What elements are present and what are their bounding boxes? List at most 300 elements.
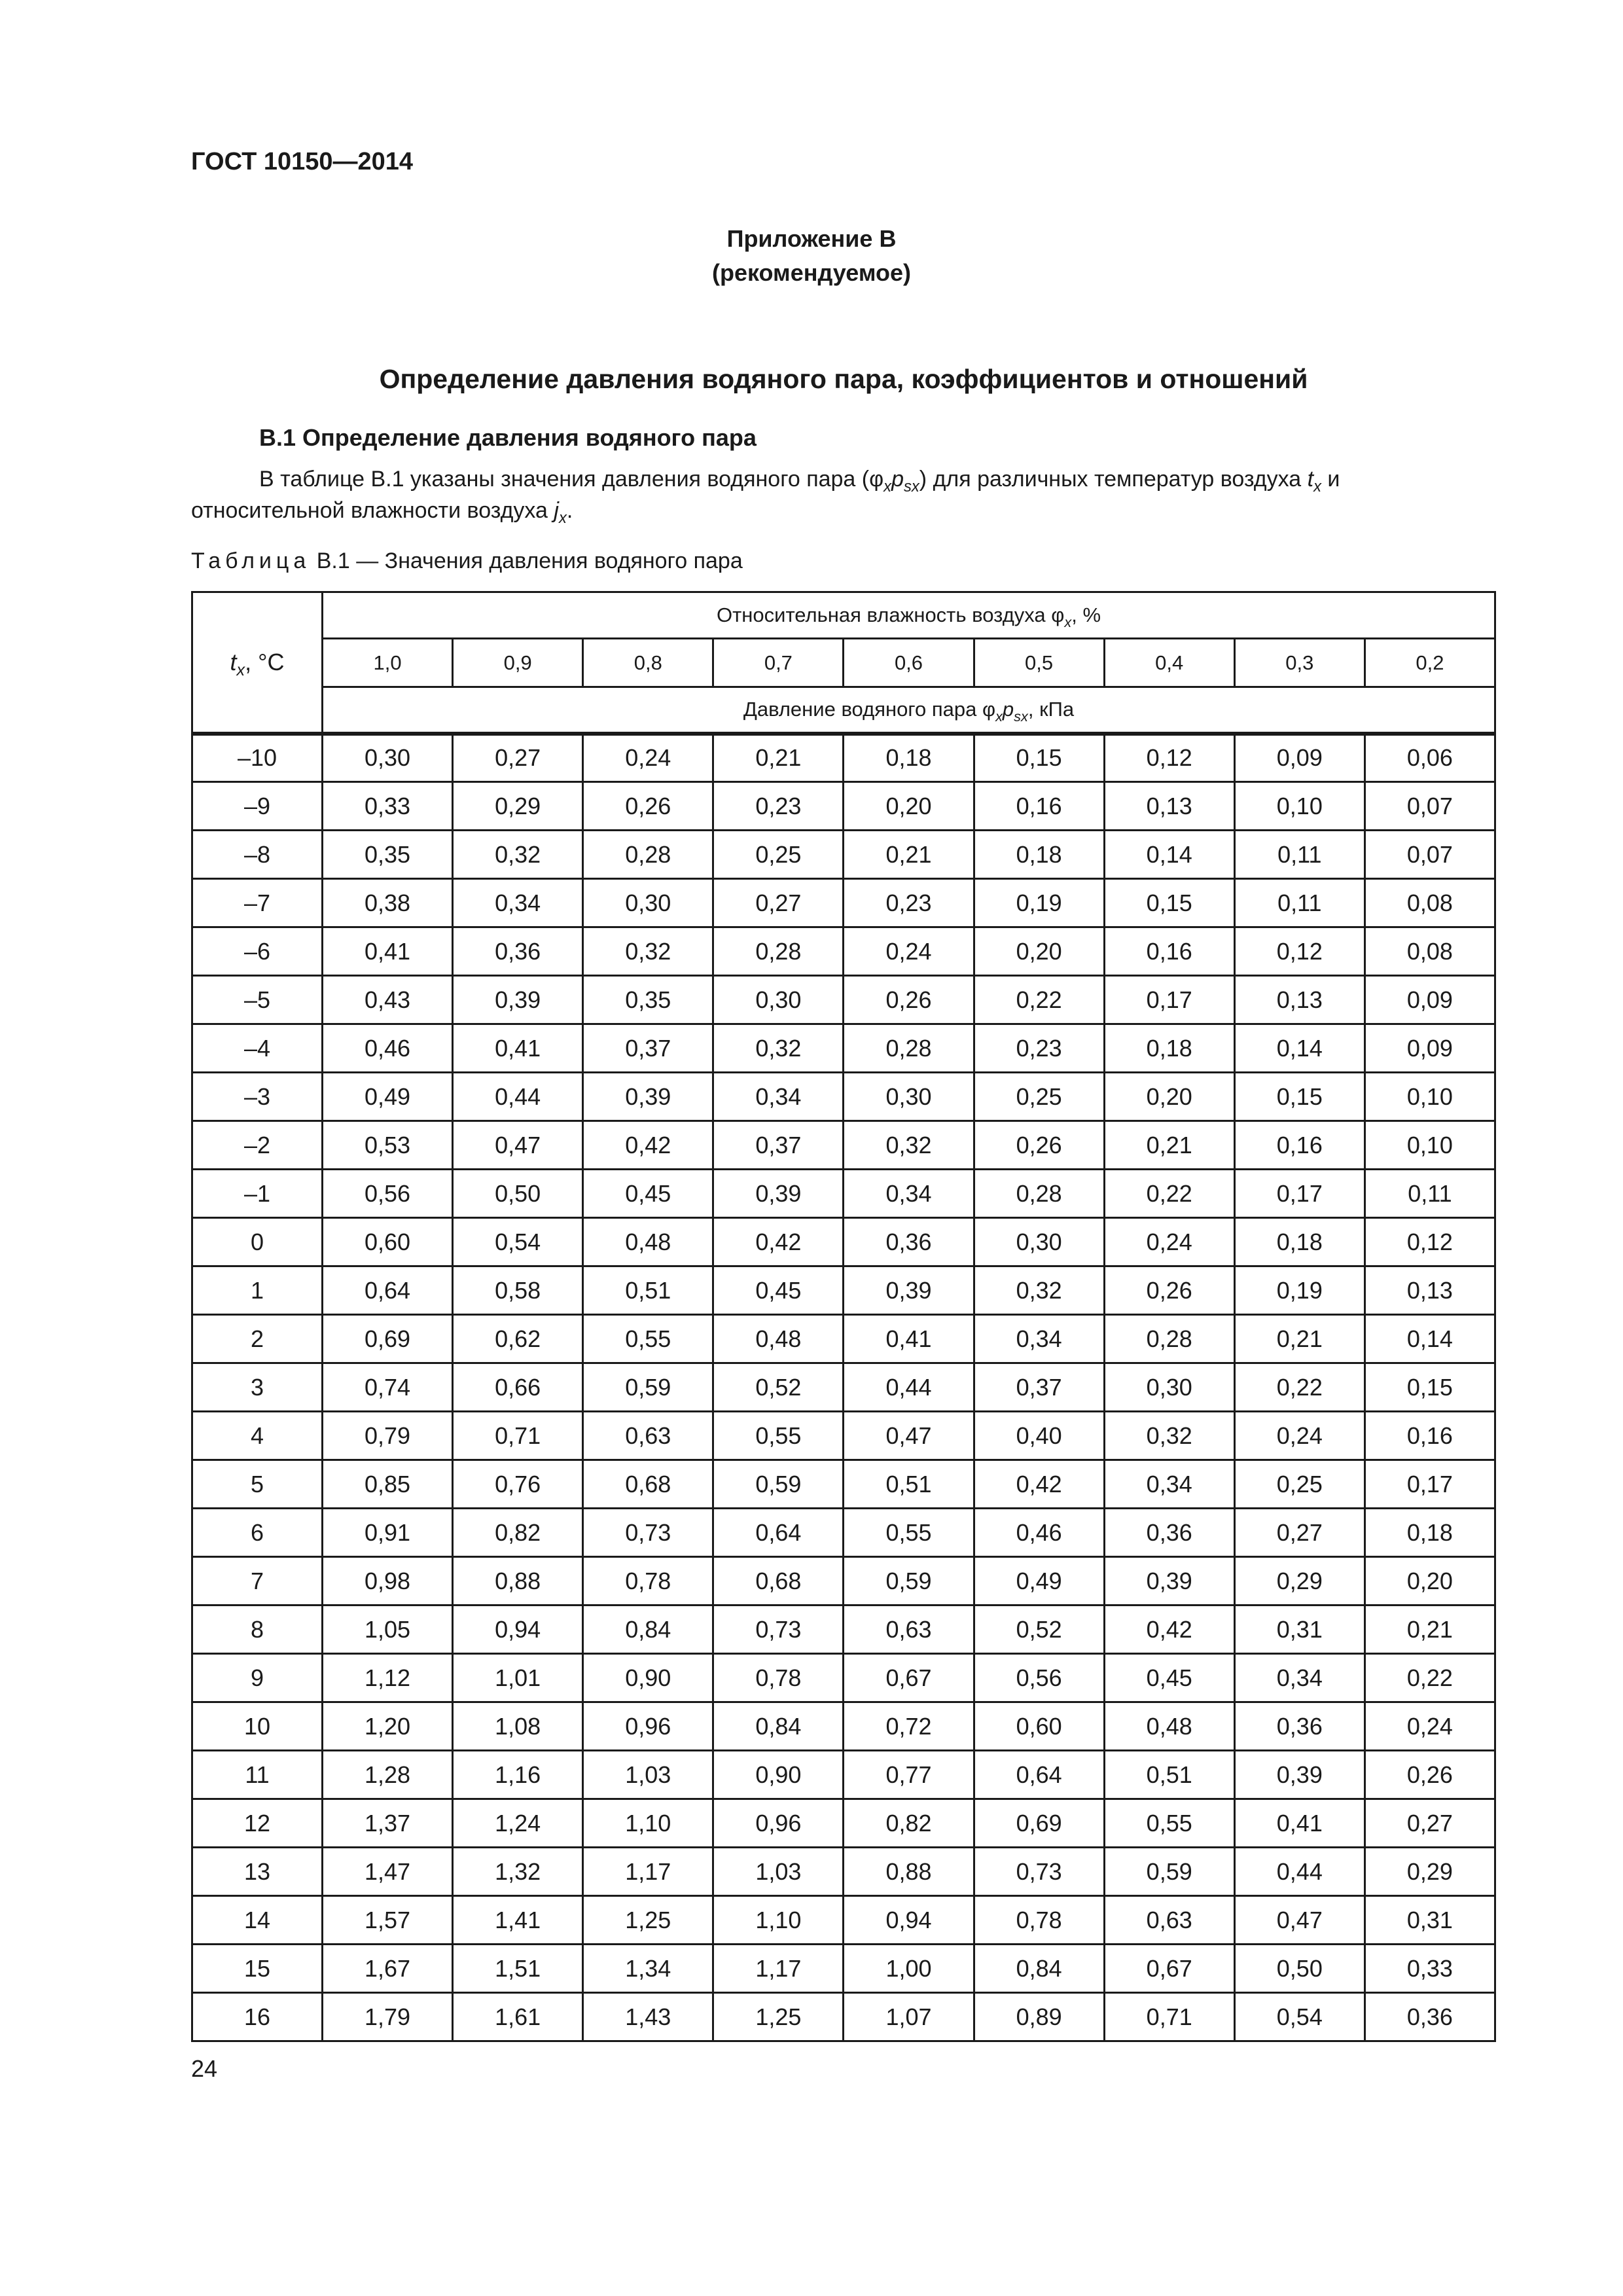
pressure-value-cell: 0,94 [844,1896,974,1945]
temperature-cell: 3 [192,1363,323,1412]
humidity-level-cell: 0,7 [713,639,844,687]
pressure-value-cell: 0,17 [1364,1460,1495,1509]
pressure-value-cell: 0,21 [713,734,844,782]
main-heading: Определение давления водяного пара, коэффициентов и отношений [379,364,1308,394]
pressure-value-cell: 0,30 [583,879,713,927]
table-row [192,1702,1495,1751]
pressure-value-cell: 0,28 [974,1170,1104,1218]
pressure-value-cell: 0,34 [453,879,583,927]
pressure-value-cell: 0,46 [974,1509,1104,1557]
pressure-value-cell: 0,33 [1364,1945,1495,1993]
table-row [192,1896,1495,1945]
pressure-value-cell: 0,15 [1234,1073,1364,1121]
pressure-value-cell: 1,79 [323,1993,453,2041]
table-row [192,1605,1495,1654]
pressure-value-cell: 0,69 [974,1799,1104,1848]
pressure-value-cell: 0,22 [1104,1170,1234,1218]
humidity-level-cell: 1,0 [323,639,453,687]
pressure-value-cell: 1,25 [583,1896,713,1945]
pressure-value-cell: 0,77 [844,1751,974,1799]
pressure-value-cell: 0,16 [1364,1412,1495,1460]
pressure-value-cell: 0,73 [583,1509,713,1557]
pressure-value-cell: 1,10 [583,1799,713,1848]
temperature-cell: 9 [192,1654,323,1702]
pressure-value-cell: 1,61 [453,1993,583,2041]
pressure-value-cell: 0,84 [713,1702,844,1751]
pressure-value-cell: 0,82 [453,1509,583,1557]
pressure-value-cell: 0,50 [1234,1945,1364,1993]
pressure-value-cell: 0,56 [323,1170,453,1218]
pressure-value-cell: 1,17 [583,1848,713,1896]
table-row [192,1848,1495,1896]
pressure-value-cell: 0,50 [453,1170,583,1218]
pressure-value-cell: 0,51 [583,1266,713,1315]
pressure-value-cell: 0,27 [1364,1799,1495,1848]
pressure-value-cell: 0,64 [974,1751,1104,1799]
pressure-value-cell: 0,91 [323,1509,453,1557]
pressure-value-cell: 0,10 [1364,1121,1495,1170]
pressure-value-cell: 0,32 [1104,1412,1234,1460]
pressure-value-cell: 1,37 [323,1799,453,1848]
pressure-value-cell: 0,18 [1104,1024,1234,1073]
pressure-value-cell: 0,64 [323,1266,453,1315]
pressure-value-cell: 0,34 [713,1073,844,1121]
pressure-value-cell: 0,79 [323,1412,453,1460]
pressure-value-cell: 0,54 [453,1218,583,1266]
table-row [192,734,1495,782]
pressure-value-cell: 0,78 [713,1654,844,1702]
pressure-value-cell: 0,76 [453,1460,583,1509]
pressure-value-cell: 0,59 [844,1557,974,1605]
pressure-value-cell: 0,12 [1104,734,1234,782]
pressure-value-cell: 0,37 [583,1024,713,1073]
humidity-level-cell: 0,9 [453,639,583,687]
temperature-cell: –6 [192,927,323,976]
pressure-value-cell: 0,14 [1364,1315,1495,1363]
pressure-value-cell: 0,46 [323,1024,453,1073]
temperature-cell: 13 [192,1848,323,1896]
pressure-value-cell: 0,68 [583,1460,713,1509]
pressure-value-cell: 1,10 [713,1896,844,1945]
pressure-value-cell: 0,36 [1104,1509,1234,1557]
humidity-level-cell: 0,6 [844,639,974,687]
pressure-value-cell: 1,41 [453,1896,583,1945]
pressure-value-cell: 0,26 [1104,1266,1234,1315]
pressure-value-cell: 0,52 [713,1363,844,1412]
pressure-value-cell: 0,26 [583,782,713,831]
section-title: В.1 Определение давления водяного пара [259,424,757,451]
pressure-value-cell: 1,47 [323,1848,453,1896]
table-row [192,1460,1495,1509]
pressure-value-cell: 1,43 [583,1993,713,2041]
temperature-cell: –3 [192,1073,323,1121]
table-row [192,831,1495,879]
pressure-value-cell: 0,16 [1234,1121,1364,1170]
table-caption: Таблица В.1 — Значения давления водяного пара [191,548,743,573]
pressure-value-cell: 0,41 [453,1024,583,1073]
pressure-value-cell: 0,09 [1364,1024,1495,1073]
pressure-value-cell: 0,19 [974,879,1104,927]
pressure-value-cell: 0,18 [1234,1218,1364,1266]
pressure-value-cell: 0,28 [583,831,713,879]
humidity-level-cell: 0,8 [583,639,713,687]
pressure-value-cell: 0,45 [583,1170,713,1218]
pressure-value-cell: 0,58 [453,1266,583,1315]
pressure-value-cell: 0,36 [1234,1702,1364,1751]
pressure-value-cell: 0,34 [1104,1460,1234,1509]
table-row [192,1266,1495,1315]
pressure-value-cell: 0,39 [1104,1557,1234,1605]
pressure-value-cell: 0,32 [844,1121,974,1170]
table-row [192,1751,1495,1799]
pressure-value-cell: 0,27 [713,879,844,927]
pressure-value-cell: 0,55 [1104,1799,1234,1848]
pressure-value-cell: 0,35 [323,831,453,879]
pressure-value-cell: 0,21 [1234,1315,1364,1363]
pressure-value-cell: 0,36 [844,1218,974,1266]
pressure-value-cell: 1,24 [453,1799,583,1848]
pressure-value-cell: 0,44 [453,1073,583,1121]
pressure-value-cell: 0,30 [1104,1363,1234,1412]
pressure-value-cell: 0,13 [1104,782,1234,831]
table-row [192,1509,1495,1557]
pressure-value-cell: 0,85 [323,1460,453,1509]
pressure-value-cell: 0,63 [1104,1896,1234,1945]
pressure-value-cell: 0,06 [1364,734,1495,782]
pressure-value-cell: 0,48 [713,1315,844,1363]
pressure-value-cell: 0,07 [1364,831,1495,879]
pressure-value-cell: 0,22 [1364,1654,1495,1702]
pressure-value-cell: 0,10 [1364,1073,1495,1121]
pressure-value-cell: 0,42 [583,1121,713,1170]
pressure-value-cell: 0,10 [1234,782,1364,831]
pressure-value-cell: 0,17 [1104,976,1234,1024]
pressure-value-cell: 0,37 [713,1121,844,1170]
pressure-value-cell: 0,42 [1104,1605,1234,1654]
table-row [192,1799,1495,1848]
pressure-value-cell: 0,71 [453,1412,583,1460]
pressure-value-cell: 0,26 [844,976,974,1024]
pressure-value-cell: 0,24 [583,734,713,782]
appendix-subtitle: (рекомендуемое) [712,259,911,286]
table-row [192,1218,1495,1266]
pressure-value-cell: 0,31 [1234,1605,1364,1654]
pressure-value-cell: 0,89 [974,1993,1104,2041]
temperature-cell: 1 [192,1266,323,1315]
table-row [192,1412,1495,1460]
pressure-value-cell: 0,41 [1234,1799,1364,1848]
pressure-value-cell: 0,39 [1234,1751,1364,1799]
pressure-value-cell: 0,78 [583,1557,713,1605]
pressure-value-cell: 0,28 [844,1024,974,1073]
pressure-value-cell: 0,34 [1234,1654,1364,1702]
pressure-value-cell: 0,78 [974,1896,1104,1945]
pressure-value-cell: 0,55 [844,1509,974,1557]
pressure-value-cell: 0,63 [583,1412,713,1460]
pressure-value-cell: 1,57 [323,1896,453,1945]
pressure-value-cell: 0,73 [713,1605,844,1654]
temperature-cell: 4 [192,1412,323,1460]
table-row [192,1993,1495,2041]
table-row [192,1315,1495,1363]
pressure-value-cell: 0,30 [323,734,453,782]
temperature-cell: –10 [192,734,323,782]
temperature-cell: –1 [192,1170,323,1218]
pressure-value-cell: 0,13 [1364,1266,1495,1315]
pressure-value-cell: 0,34 [844,1170,974,1218]
pressure-value-cell: 0,22 [974,976,1104,1024]
pressure-value-cell: 1,00 [844,1945,974,1993]
pressure-value-cell: 0,35 [583,976,713,1024]
pressure-value-cell: 0,07 [1364,782,1495,831]
pressure-value-cell: 0,11 [1234,831,1364,879]
table-row [192,927,1495,976]
pressure-value-cell: 0,73 [974,1848,1104,1896]
pressure-value-cell: 0,68 [713,1557,844,1605]
pressure-value-cell: 0,32 [974,1266,1104,1315]
table-row [192,1945,1495,1993]
pressure-value-cell: 0,54 [1234,1993,1364,2041]
pressure-value-cell: 0,67 [844,1654,974,1702]
pressure-value-cell: 0,25 [974,1073,1104,1121]
pressure-value-cell: 0,66 [453,1363,583,1412]
water-vapor-pressure-table [191,591,1496,2042]
pressure-value-cell: 0,09 [1234,734,1364,782]
pressure-value-cell: 0,39 [844,1266,974,1315]
pressure-value-cell: 0,32 [713,1024,844,1073]
temperature-cell: 10 [192,1702,323,1751]
pressure-value-cell: 0,25 [1234,1460,1364,1509]
pressure-value-cell: 0,26 [974,1121,1104,1170]
pressure-value-cell: 1,34 [583,1945,713,1993]
pressure-value-cell: 0,18 [1364,1509,1495,1557]
pressure-value-cell: 0,39 [583,1073,713,1121]
humidity-level-cell: 0,4 [1104,639,1234,687]
pressure-value-cell: 1,16 [453,1751,583,1799]
pressure-value-cell: 0,18 [974,831,1104,879]
temperature-cell: 7 [192,1557,323,1605]
page-number: 24 [191,2055,218,2082]
pressure-value-cell: 0,56 [974,1654,1104,1702]
pressure-value-cell: 1,32 [453,1848,583,1896]
pressure-value-cell: 0,88 [844,1848,974,1896]
pressure-value-cell: 0,60 [974,1702,1104,1751]
pressure-value-cell: 1,25 [713,1993,844,2041]
temperature-cell: 16 [192,1993,323,2041]
pressure-value-cell: 0,12 [1234,927,1364,976]
pressure-value-cell: 0,53 [323,1121,453,1170]
pressure-value-cell: 0,31 [1364,1896,1495,1945]
pressure-value-cell: 0,44 [1234,1848,1364,1896]
pressure-value-cell: 0,24 [1104,1218,1234,1266]
temperature-cell: –4 [192,1024,323,1073]
pressure-value-cell: 0,96 [583,1702,713,1751]
pressure-value-cell: 0,59 [1104,1848,1234,1896]
pressure-value-cell: 0,48 [1104,1702,1234,1751]
appendix-title: Приложение В [726,225,897,252]
pressure-value-cell: 0,55 [583,1315,713,1363]
pressure-value-cell: 0,08 [1364,879,1495,927]
pressure-value-cell: 0,71 [1104,1993,1234,2041]
pressure-value-cell: 0,30 [844,1073,974,1121]
pressure-value-cell: 0,21 [1104,1121,1234,1170]
temperature-header: $t_x$, °С [192,592,323,734]
pressure-value-cell: 0,49 [974,1557,1104,1605]
pressure-value-cell: 0,44 [844,1363,974,1412]
pressure-value-cell: 0,37 [974,1363,1104,1412]
pressure-value-cell: 0,42 [974,1460,1104,1509]
table-row [192,879,1495,927]
pressure-value-cell: 0,39 [713,1170,844,1218]
pressure-value-cell: 0,09 [1364,976,1495,1024]
temperature-cell: 11 [192,1751,323,1799]
pressure-value-cell: 0,40 [974,1412,1104,1460]
table-row [192,1024,1495,1073]
temperature-cell: 14 [192,1896,323,1945]
pressure-value-cell: 0,47 [1234,1896,1364,1945]
pressure-value-cell: 0,32 [583,927,713,976]
pressure-value-cell: 0,15 [1104,879,1234,927]
temperature-cell: 2 [192,1315,323,1363]
temperature-cell: 8 [192,1605,323,1654]
intro-paragraph: В таблице В.1 указаны значения давления водяного пара $(\varphi_xp_{sx})$ для различных температур воздуха $t_x$ и относительной влажности воздуха $j_x$. [191,467,1340,527]
pressure-value-cell: 0,59 [713,1460,844,1509]
table-row [192,1170,1495,1218]
pressure-value-cell: 0,23 [974,1024,1104,1073]
pressure-value-cell: 0,45 [1104,1654,1234,1702]
pressure-value-cell: 0,43 [323,976,453,1024]
pressure-value-cell: 0,34 [974,1315,1104,1363]
pressure-value-cell: 0,41 [323,927,453,976]
pressure-value-cell: 0,36 [1364,1993,1495,2041]
pressure-value-cell: 0,96 [713,1799,844,1848]
pressure-value-cell: 0,11 [1364,1170,1495,1218]
pressure-value-cell: 0,12 [1364,1218,1495,1266]
pressure-value-cell: 0,84 [974,1945,1104,1993]
pressure-value-cell: 0,13 [1234,976,1364,1024]
pressure-value-cell: 0,90 [583,1654,713,1702]
pressure-value-cell: 0,27 [1234,1509,1364,1557]
pressure-value-cell: 0,59 [583,1363,713,1412]
table-row [192,1557,1495,1605]
temperature-cell: 5 [192,1460,323,1509]
table-row [192,1121,1495,1170]
pressure-value-cell: 0,30 [974,1218,1104,1266]
pressure-value-cell: 0,51 [1104,1751,1234,1799]
pressure-value-cell: 0,84 [583,1605,713,1654]
pressure-value-cell: 0,15 [1364,1363,1495,1412]
pressure-value-cell: 0,29 [453,782,583,831]
pressure-value-cell: 0,41 [844,1315,974,1363]
pressure-value-cell: 0,29 [1364,1848,1495,1896]
pressure-value-cell: 0,17 [1234,1170,1364,1218]
pressure-value-cell: 0,20 [1104,1073,1234,1121]
document-code: ГОСТ 10150—2014 [191,148,414,175]
pressure-value-cell: 0,88 [453,1557,583,1605]
pressure-value-cell: 0,14 [1104,831,1234,879]
pressure-value-cell: 1,01 [453,1654,583,1702]
temperature-cell: –9 [192,782,323,831]
pressure-value-cell: 0,47 [453,1121,583,1170]
pressure-value-cell: 1,17 [713,1945,844,1993]
pressure-value-cell: 0,98 [323,1557,453,1605]
pressure-value-cell: 0,22 [1234,1363,1364,1412]
table-row [192,1363,1495,1412]
pressure-value-cell: 0,55 [713,1412,844,1460]
table-row [192,1654,1495,1702]
pressure-value-cell: 0,25 [713,831,844,879]
pressure-value-cell: 0,69 [323,1315,453,1363]
pressure-value-cell: 0,30 [713,976,844,1024]
temperature-cell: –2 [192,1121,323,1170]
humidity-level-cell: 0,3 [1234,639,1364,687]
pressure-value-cell: 0,39 [453,976,583,1024]
pressure-value-cell: 0,67 [1104,1945,1234,1993]
pressure-value-cell: 1,12 [323,1654,453,1702]
pressure-value-cell: 0,08 [1364,927,1495,976]
temperature-cell: –5 [192,976,323,1024]
pressure-value-cell: 0,23 [713,782,844,831]
pressure-value-cell: 0,82 [844,1799,974,1848]
pressure-value-cell: 0,24 [1234,1412,1364,1460]
pressure-value-cell: 0,64 [713,1509,844,1557]
table-row [192,976,1495,1024]
pressure-value-cell: 0,16 [1104,927,1234,976]
pressure-value-cell: 0,36 [453,927,583,976]
pressure-value-cell: 0,19 [1234,1266,1364,1315]
pressure-value-cell: 0,28 [713,927,844,976]
pressure-value-cell: 0,14 [1234,1024,1364,1073]
pressure-value-cell: 1,51 [453,1945,583,1993]
pressure-value-cell: 0,32 [453,831,583,879]
pressure-value-cell: 0,24 [1364,1702,1495,1751]
pressure-value-cell: 0,29 [1234,1557,1364,1605]
pressure-value-cell: 0,94 [453,1605,583,1654]
pressure-value-cell: 0,42 [713,1218,844,1266]
pressure-value-cell: 0,52 [974,1605,1104,1654]
pressure-value-cell: 0,45 [713,1266,844,1315]
pressure-value-cell: 0,23 [844,879,974,927]
pressure-value-cell: 1,67 [323,1945,453,1993]
pressure-value-cell: 1,07 [844,1993,974,2041]
temperature-cell: 12 [192,1799,323,1848]
temperature-cell: 0 [192,1218,323,1266]
pressure-value-cell: 0,48 [583,1218,713,1266]
temperature-cell: 6 [192,1509,323,1557]
pressure-value-cell: 0,20 [974,927,1104,976]
pressure-value-cell: 1,03 [583,1751,713,1799]
pressure-value-cell: 1,05 [323,1605,453,1654]
pressure-value-cell: 0,18 [844,734,974,782]
pressure-header: Давление водяного пара $\varphi_xp_{sx}$, кПа [323,687,1495,734]
pressure-value-cell: 0,16 [974,782,1104,831]
pressure-value-cell: 0,74 [323,1363,453,1412]
pressure-value-cell: 0,51 [844,1460,974,1509]
pressure-value-cell: 0,33 [323,782,453,831]
temperature-cell: –8 [192,831,323,879]
pressure-value-cell: 0,27 [453,734,583,782]
pressure-value-cell: 0,28 [1104,1315,1234,1363]
pressure-value-cell: 0,72 [844,1702,974,1751]
pressure-value-cell: 0,21 [1364,1605,1495,1654]
pressure-value-cell: 0,21 [844,831,974,879]
pressure-value-cell: 1,03 [713,1848,844,1896]
pressure-value-cell: 0,49 [323,1073,453,1121]
pressure-value-cell: 1,08 [453,1702,583,1751]
table-row [192,782,1495,831]
pressure-value-cell: 0,24 [844,927,974,976]
pressure-value-cell: 0,47 [844,1412,974,1460]
